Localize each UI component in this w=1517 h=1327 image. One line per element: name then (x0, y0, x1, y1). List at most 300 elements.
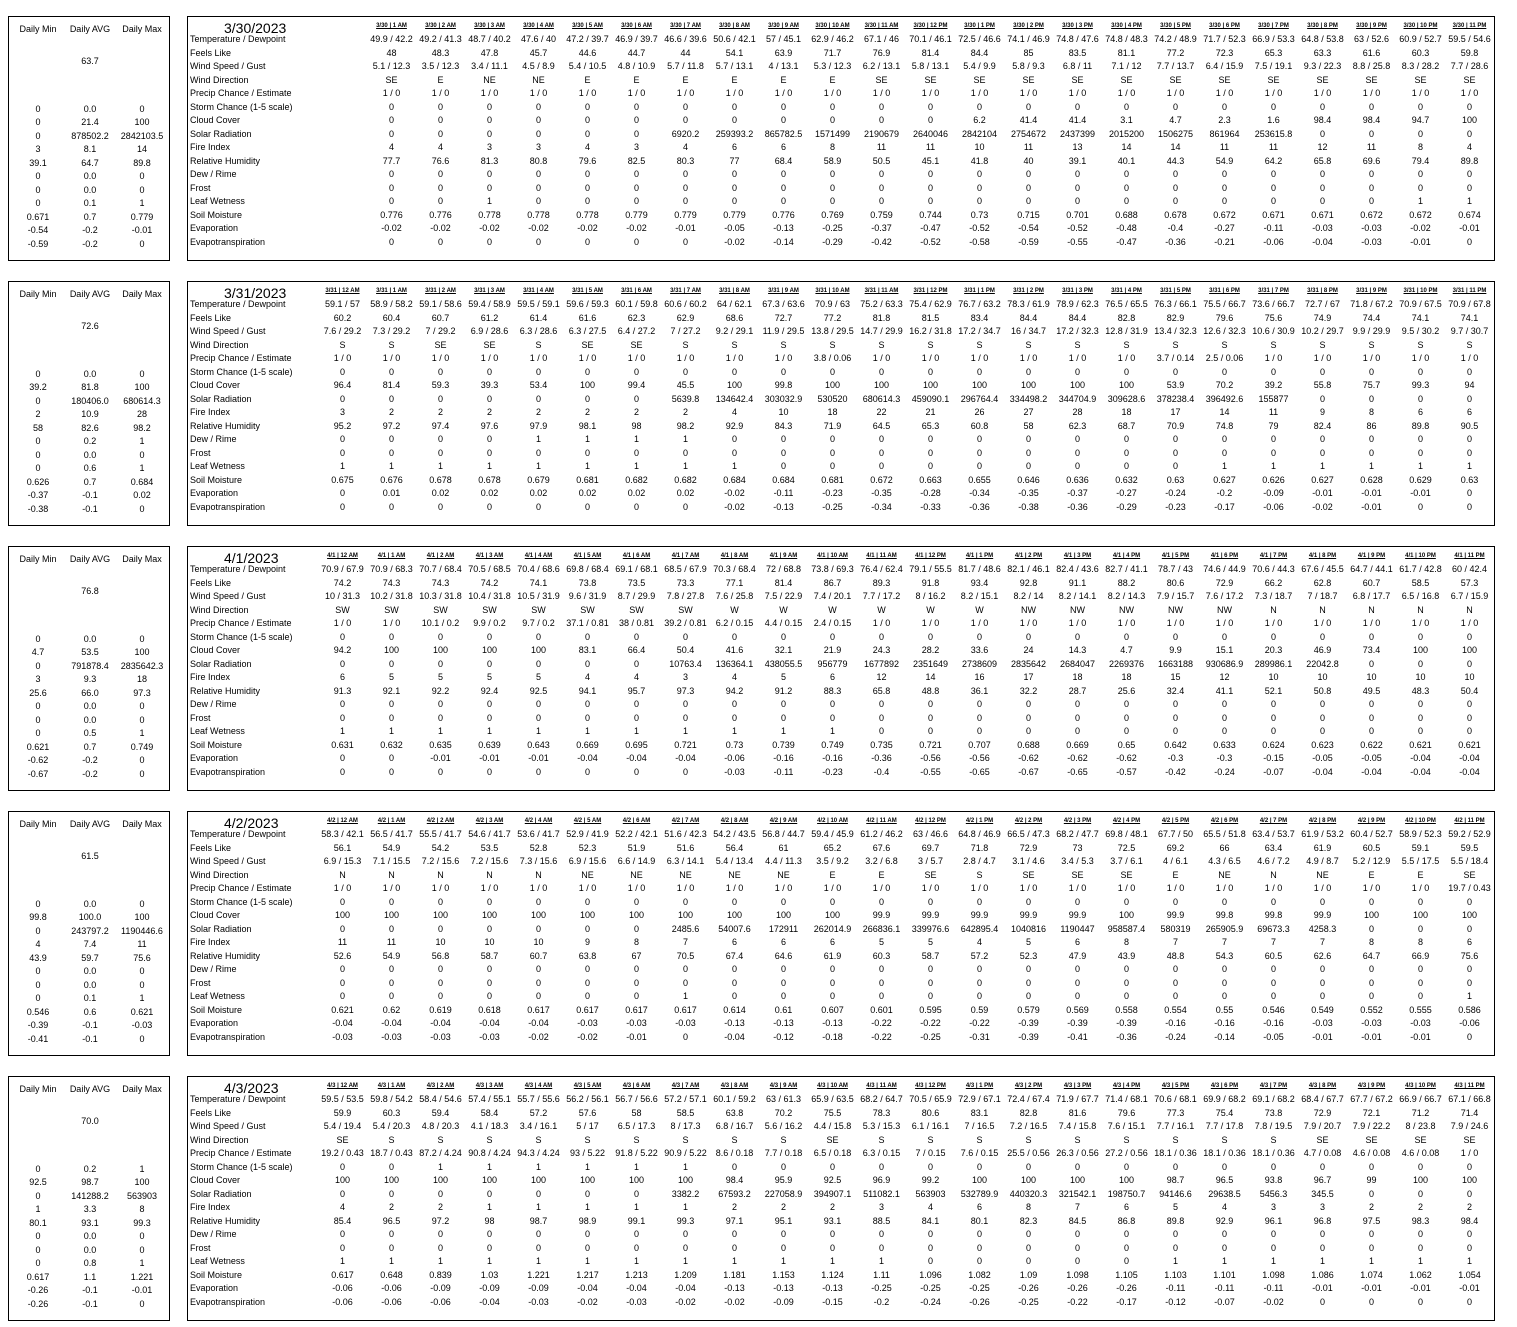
summary-value: 99.8 (29, 912, 47, 922)
table-cell: 0 (633, 182, 639, 193)
summary-value: 3 (35, 674, 41, 684)
table-cell: 100 (481, 910, 498, 920)
summary-value: 66.0 (81, 687, 99, 698)
table-cell: -0.29 (822, 236, 843, 247)
table-cell: 18.7 / 0.43 (370, 1148, 413, 1158)
table-cell: -0.11 (773, 766, 794, 777)
table-cell: SE (1463, 74, 1476, 85)
table-cell: -0.09 (1263, 488, 1284, 498)
summary-value: 0.1 (83, 198, 97, 208)
table-cell: 0 (780, 991, 786, 1001)
table-cell: 5.7 / 13.1 (715, 61, 754, 71)
table-cell: 0 (437, 658, 443, 669)
table-cell: 0 (731, 182, 737, 193)
table-cell: 100 (971, 380, 988, 390)
table-cell: 98 (484, 1215, 495, 1226)
table-cell: 8.7 / 29.9 (617, 591, 656, 601)
summary-row (9, 395, 171, 408)
table-cell: -0.02 (577, 223, 598, 233)
summary-value: 0 (139, 1231, 145, 1241)
table-cell: 59.1 (1411, 842, 1430, 853)
table-cell: 74.8 / 47.6 (1056, 34, 1099, 44)
table-cell: 79 (1268, 420, 1279, 431)
table-cell: 72.7 / 67 (1304, 299, 1341, 309)
table-cell: 7.7 / 17.8 (1205, 1121, 1244, 1131)
table-cell: NE (679, 869, 692, 880)
table-cell: 98 (631, 420, 642, 431)
table-cell: 0 (1025, 1256, 1031, 1266)
table-cell: 8 (829, 142, 835, 152)
summary-value: 1 (139, 198, 145, 208)
table-cell: 100 (1461, 1175, 1478, 1185)
table-cell: 0 (682, 1229, 688, 1239)
summary-value: 0.1 (83, 993, 97, 1003)
hourly-table (187, 811, 1495, 1056)
summary-row (9, 1230, 171, 1243)
summary-value: -0.41 (27, 1033, 49, 1044)
table-cell: 296764.4 (960, 393, 999, 404)
summary-value: 0 (139, 503, 145, 514)
table-cell: SE (1365, 74, 1378, 85)
hour-header: 4/2 | 10 AM (817, 818, 848, 824)
table-cell: SE (581, 339, 594, 350)
summary-value: 0 (35, 171, 41, 181)
summary-value: 0.684 (130, 476, 154, 487)
table-cell: 0.626 (1262, 474, 1285, 485)
table-cell: 7.2 / 16.5 (1009, 1121, 1048, 1131)
table-cell: 4 (437, 142, 443, 152)
table-cell: 48 (386, 47, 397, 58)
table-cell: 60.4 / 52.7 (1350, 829, 1393, 839)
row-label: Wind Direction (190, 869, 249, 880)
table-cell: 74.9 (1313, 312, 1332, 323)
table-cell: 54.3 (1215, 950, 1234, 961)
table-cell: 1 (1417, 1256, 1423, 1266)
table-cell: 0 (1417, 991, 1423, 1001)
summary-value: 10.9 (81, 409, 99, 419)
table-cell: 8.3 / 28.2 (1401, 61, 1440, 71)
table-cell: 0 (878, 196, 884, 206)
table-cell: 0 (1368, 726, 1374, 736)
table-cell: 0 (1368, 366, 1374, 377)
table-cell: 56.8 (431, 950, 450, 961)
table-cell: 0 (780, 447, 786, 458)
table-cell: 1 (584, 461, 590, 471)
row-label: Fire Index (190, 672, 231, 682)
table-cell: 60 / 42.4 (1451, 564, 1488, 574)
table-cell: 0 (1221, 169, 1227, 179)
table-cell: 1 / 0 (1215, 88, 1234, 98)
table-cell: 0 (976, 101, 982, 112)
table-cell: 0 (1074, 991, 1080, 1001)
table-cell: SW (531, 604, 546, 615)
table-cell: 79.6 (1117, 1107, 1136, 1118)
table-row (188, 487, 1494, 501)
summary-value: -0.1 (82, 1020, 98, 1030)
table-cell: 99.3 (676, 1215, 695, 1226)
table-cell: S (633, 1134, 640, 1145)
table-cell: 72.9 (1313, 1107, 1332, 1118)
table-cell: 100 (579, 1175, 596, 1185)
table-cell: 2738609 (961, 658, 998, 669)
table-cell: -0.55 (1067, 236, 1088, 247)
table-cell: 81.4 (921, 47, 940, 58)
table-cell: 65.3 (1264, 47, 1283, 58)
table-cell: 0 (976, 991, 982, 1001)
table-cell: 0 (682, 196, 688, 206)
table-cell: 73.3 (676, 577, 695, 588)
table-cell: 0 (780, 115, 786, 125)
table-cell: 0 (1417, 1229, 1423, 1239)
table-cell: 0.617 (576, 1004, 599, 1015)
table-cell: 70.9 / 68.3 (370, 564, 413, 574)
table-cell: 8 / 23.8 (1405, 1121, 1436, 1131)
table-cell: 0 (339, 896, 345, 907)
table-cell: 41.1 (1215, 685, 1234, 696)
table-cell: S (486, 1134, 493, 1145)
table-cell: -0.37 (1067, 488, 1088, 498)
summary-header-avg: Daily AVG (69, 819, 111, 829)
row-label: Soil Moisture (190, 1269, 243, 1280)
hour-header: 3/30 | 2 AM (425, 23, 456, 29)
table-row (188, 1174, 1494, 1188)
table-cell: -0.37 (871, 223, 892, 233)
table-cell: 52.8 (529, 842, 548, 853)
table-cell: 2.3 (1218, 115, 1231, 125)
table-cell: 41.4 (1019, 115, 1038, 125)
summary-row (9, 911, 171, 924)
table-cell: 0.678 (429, 474, 452, 485)
summary-row (9, 1203, 171, 1216)
table-cell: 0 (976, 977, 982, 988)
summary-value: 0 (35, 368, 41, 379)
table-cell: S (878, 339, 885, 350)
table-cell: 63.9 (774, 47, 793, 58)
table-cell: 98.7 (1166, 1175, 1185, 1185)
table-cell: 0 (1074, 169, 1080, 179)
table-cell: 100 (334, 910, 351, 920)
table-cell: 3 (339, 407, 345, 417)
table-cell: 0 (976, 447, 982, 458)
table-cell: 64.8 / 53.8 (1301, 34, 1344, 44)
table-cell: 0 (1123, 699, 1129, 709)
table-cell: 96.8 (1313, 1215, 1332, 1226)
table-cell: 11 (337, 937, 348, 947)
table-cell: 0 (878, 366, 884, 377)
table-cell: 80.6 (1166, 577, 1185, 588)
table-cell: -0.58 (969, 236, 990, 247)
table-cell: 72.4 / 67.4 (1007, 1094, 1050, 1104)
table-cell: 0.642 (1164, 739, 1187, 750)
table-cell: 0 (339, 923, 345, 934)
table-cell: 1 (1466, 1256, 1472, 1266)
table-cell: 2835642 (1010, 658, 1047, 669)
hour-header: 4/3 | 11 AM (866, 1083, 897, 1089)
table-cell: 956779 (817, 658, 848, 669)
table-cell: 0 (437, 447, 443, 458)
table-cell: 81.8 (872, 312, 891, 323)
table-cell: 52.6 (333, 950, 352, 961)
table-row (188, 828, 1494, 842)
hour-header-row (188, 21, 1494, 33)
table-cell: -0.01 (1312, 488, 1333, 498)
table-cell: 0 (388, 128, 394, 139)
table-cell: -0.03 (724, 766, 745, 777)
table-cell: 1 / 0 (725, 353, 744, 363)
table-cell: 61.7 / 42.8 (1399, 564, 1442, 574)
table-cell: 88.3 (823, 685, 842, 696)
table-cell: 1.098 (1066, 1269, 1089, 1280)
table-cell: -0.01 (1361, 501, 1382, 512)
table-cell: 5 (1025, 937, 1031, 947)
table-cell: 95.2 (333, 420, 352, 431)
table-cell: 0 (633, 964, 639, 974)
table-cell: 0 (339, 366, 345, 377)
table-cell: 3.2 / 6.8 (865, 856, 898, 866)
summary-row (9, 435, 171, 448)
table-cell: 100 (1020, 1175, 1037, 1185)
table-cell: 0.684 (772, 474, 795, 485)
table-cell: 1 / 0 (676, 353, 695, 363)
summary-value: 0 (139, 1033, 145, 1044)
table-cell: 0.623 (1311, 739, 1334, 750)
table-cell: 0.621 (1409, 739, 1432, 750)
table-cell: 0 (1319, 128, 1325, 139)
row-label: Cloud Cover (190, 115, 241, 125)
table-cell: 0 (388, 366, 394, 377)
table-cell: 1 / 0 (578, 353, 597, 363)
table-cell: 7.6 / 29.2 (323, 326, 362, 336)
table-cell: 60.3 (872, 950, 891, 961)
table-cell: 0 (1319, 726, 1325, 736)
table-cell: S (1417, 339, 1424, 350)
table-cell: 7.1 / 15.5 (372, 856, 411, 866)
table-cell: 5.5 / 17.5 (1401, 856, 1440, 866)
table-row (188, 1282, 1494, 1296)
table-cell: 0 (878, 631, 884, 642)
table-cell: -0.16 (773, 753, 794, 763)
table-cell: 0 (388, 501, 394, 512)
table-cell: 100 (1412, 910, 1429, 920)
table-cell: 7.3 / 29.2 (372, 326, 411, 336)
table-cell: 0 (927, 434, 933, 444)
table-cell: 0.63 (1460, 474, 1479, 485)
table-cell: 0 (486, 712, 492, 723)
table-cell: 39.3 (480, 380, 499, 390)
summary-row (9, 992, 171, 1005)
table-cell: -0.04 (381, 1018, 402, 1028)
table-row (188, 644, 1494, 658)
table-cell: 0 (1368, 434, 1374, 444)
table-cell: 44.7 (627, 47, 646, 58)
table-cell: 0 (1270, 1229, 1276, 1239)
table-cell: 71.8 (970, 842, 989, 853)
table-cell: 0 (437, 923, 443, 934)
table-cell: 92.5 (529, 685, 548, 696)
table-cell: 1 / 0 (774, 883, 793, 893)
table-cell: 0.744 (919, 209, 942, 220)
table-cell: 0 (584, 128, 590, 139)
table-cell: 28.2 (921, 645, 940, 655)
summary-row (9, 754, 171, 767)
table-cell: -0.03 (1361, 1018, 1382, 1028)
table-cell: 82.9 (1166, 312, 1185, 323)
row-label: Precip Chance / Estimate (190, 88, 292, 98)
table-cell: 0 (584, 196, 590, 206)
table-cell: 10.3 / 31.8 (419, 591, 462, 601)
table-cell: 8.6 / 0.18 (715, 1148, 754, 1158)
summary-value: 97.3 (133, 687, 151, 698)
summary-value: 0 (139, 1244, 145, 1255)
summary-row (9, 1271, 171, 1284)
table-cell: 10.6 / 30.9 (1252, 326, 1295, 336)
table-cell: 0 (1074, 1161, 1080, 1172)
table-cell: -0.22 (969, 1018, 990, 1028)
table-row (188, 977, 1494, 991)
table-cell: 0 (829, 964, 835, 974)
summary-value: -0.26 (27, 1298, 49, 1309)
table-cell: 95.7 (627, 685, 646, 696)
table-cell: 6.9 / 15.6 (568, 856, 607, 866)
hour-header-row (188, 1081, 1494, 1093)
table-cell: 0 (535, 712, 541, 723)
table-cell: S (1025, 1134, 1032, 1145)
summary-row (9, 1163, 171, 1176)
table-cell: 77.7 (382, 155, 401, 166)
table-cell: N (1368, 604, 1375, 615)
table-cell: -0.27 (1116, 488, 1137, 498)
hour-header: 4/1 | 7 PM (1259, 553, 1288, 559)
table-cell: 0 (1270, 726, 1276, 736)
table-cell: 62.9 / 46.2 (811, 34, 854, 44)
summary-header-min: Daily Min (19, 1084, 57, 1094)
table-cell: 69.1 / 68.1 (615, 564, 658, 574)
table-cell: 99.9 (1166, 910, 1185, 920)
table-cell: 63.4 (1264, 842, 1283, 853)
table-cell: 22042.8 (1306, 658, 1339, 669)
table-cell: 100 (432, 910, 449, 920)
table-cell: -0.04 (430, 1018, 451, 1028)
summary-value: 89.8 (133, 157, 151, 168)
table-cell: 64.7 / 44.1 (1350, 564, 1393, 574)
table-cell: 4 (976, 937, 982, 947)
table-cell: NW (1070, 604, 1085, 615)
summary-row (9, 143, 171, 156)
table-cell: 1 / 0 (333, 353, 352, 363)
summary-value: 0 (139, 898, 145, 909)
table-cell: -0.34 (969, 488, 990, 498)
row-label: Wind Speed / Gust (190, 1121, 266, 1131)
table-cell: -0.11 (1165, 1283, 1186, 1293)
table-cell: 1 / 0 (578, 883, 597, 893)
table-cell: 0 (486, 128, 492, 139)
table-row (188, 577, 1494, 591)
table-cell: 0 (1025, 366, 1031, 377)
table-cell: 1 / 0 (1411, 618, 1430, 628)
table-cell: 0 (486, 434, 492, 444)
table-cell: 19.7 / 0.43 (1448, 883, 1491, 893)
row-label: Evapotranspiration (190, 1296, 266, 1307)
table-cell: 70.9 / 67.8 (1448, 299, 1491, 309)
table-cell: 5.2 / 12.9 (1352, 856, 1391, 866)
table-cell: 530520 (817, 393, 848, 404)
table-cell: 0 (633, 896, 639, 907)
table-cell: 95.1 (774, 1215, 793, 1226)
table-cell: 10 (484, 937, 495, 947)
hour-header: 4/1 | 3 PM (1063, 553, 1092, 559)
hour-header: 3/30 | 8 PM (1307, 23, 1338, 29)
table-cell: 1 (584, 1256, 590, 1266)
table-cell: 0 (437, 128, 443, 139)
table-cell: 22 (876, 407, 887, 417)
table-cell: 61 (778, 842, 789, 853)
table-cell: 59.1 / 58.6 (419, 299, 462, 309)
day-block (0, 277, 1517, 532)
table-cell: 37.1 / 0.81 (566, 618, 609, 628)
table-cell: 1.096 (919, 1269, 942, 1280)
table-cell: 58.5 (676, 1107, 695, 1118)
table-cell: 39.1 (1068, 155, 1087, 166)
table-cell: W (779, 604, 788, 615)
summary-value: 180406.0 (71, 395, 109, 406)
table-cell: 0 (1074, 461, 1080, 471)
table-cell: 60.7 (1362, 577, 1381, 588)
table-cell: 0.61 (774, 1004, 793, 1015)
table-cell: 0 (388, 923, 394, 934)
summary-row (9, 368, 171, 381)
table-cell: 97.2 (431, 1215, 450, 1226)
table-cell: 0 (1270, 434, 1276, 444)
table-cell: 1 / 0 (1411, 353, 1430, 363)
summary-value: 1.1 (83, 1271, 97, 1282)
table-cell: 7 (1074, 1202, 1080, 1212)
table-cell: 1.209 (674, 1269, 697, 1280)
table-cell: 1 / 0 (431, 883, 450, 893)
table-cell: -0.39 (1116, 1018, 1137, 1028)
summary-value: -0.59 (27, 238, 49, 249)
row-label: Storm Chance (1-5 scale) (190, 631, 293, 642)
table-cell: 0 (927, 1242, 933, 1253)
table-cell: 0.779 (674, 209, 697, 220)
table-cell: 0 (535, 1242, 541, 1253)
table-cell: 9 (584, 937, 590, 947)
summary-row (9, 1190, 171, 1203)
table-cell: 18.1 / 0.36 (1203, 1148, 1246, 1158)
table-cell: 0 (437, 699, 443, 709)
table-cell: -0.36 (1165, 236, 1186, 247)
hour-header: 4/1 | 8 PM (1308, 553, 1337, 559)
table-cell: 61.2 (480, 312, 499, 323)
table-cell: 0 (1025, 1229, 1031, 1239)
table-cell: 5456.3 (1259, 1188, 1288, 1199)
table-cell: 0 (731, 991, 737, 1001)
table-cell: 83.1 (970, 1107, 989, 1118)
table-cell: 100 (383, 910, 400, 920)
table-cell: 2351649 (912, 658, 949, 669)
table-cell: 0 (1417, 101, 1423, 112)
table-cell: 0 (1172, 699, 1178, 709)
table-cell: 92.1 (382, 685, 401, 696)
table-cell: 5.7 / 11.8 (667, 61, 704, 71)
summary-value: 1 (139, 728, 145, 738)
table-cell: -0.36 (1116, 1031, 1137, 1042)
summary-value: 0 (35, 130, 41, 141)
table-cell: 70.9 / 63 (814, 299, 851, 309)
table-cell: SE (924, 74, 937, 85)
table-cell: SE (1414, 1134, 1427, 1145)
table-cell: 95.9 (774, 1175, 793, 1185)
table-cell: -0.3 (1167, 753, 1184, 763)
